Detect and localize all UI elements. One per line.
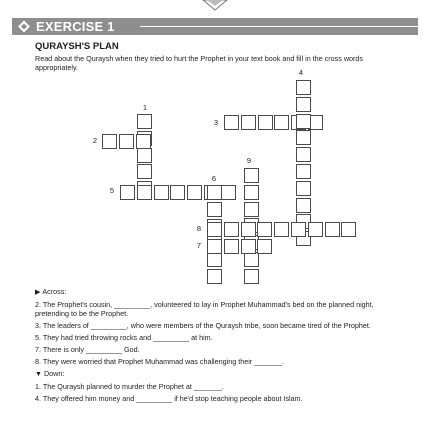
crossword-cell[interactable] xyxy=(224,239,239,254)
clue-number-2: 2 xyxy=(92,136,98,145)
crossword-cell[interactable] xyxy=(325,222,340,237)
crossword-cell[interactable] xyxy=(296,181,311,196)
crossword-cell[interactable] xyxy=(257,222,272,237)
crossword-cell[interactable] xyxy=(224,115,239,130)
crossword-cell[interactable] xyxy=(137,148,152,163)
clue-down-1: 1. The Quraysh planned to murder the Prophet at _______. xyxy=(35,382,224,391)
crossword-cell[interactable] xyxy=(244,202,259,217)
clue-across-7: 7. There is only _________ God. xyxy=(35,345,140,354)
crossword-cell[interactable] xyxy=(341,222,356,237)
crossword-cell[interactable] xyxy=(274,222,289,237)
crossword-cell[interactable] xyxy=(207,222,222,237)
across-heading: ▶ Across: xyxy=(35,287,67,296)
crossword-cell[interactable] xyxy=(207,269,222,284)
crossword-cell[interactable] xyxy=(296,198,311,213)
crossword-cell[interactable] xyxy=(244,252,259,267)
crossword-cell[interactable] xyxy=(291,222,306,237)
crossword-cell[interactable] xyxy=(154,185,169,200)
crossword-cell[interactable] xyxy=(296,147,311,162)
top-notch-ornament xyxy=(0,0,430,12)
crossword-cell[interactable] xyxy=(207,202,222,217)
crossword-cell[interactable] xyxy=(244,269,259,284)
clue-number-3: 3 xyxy=(213,118,219,127)
crossword-cell[interactable] xyxy=(102,134,117,149)
crossword-cell[interactable] xyxy=(296,130,311,145)
crossword-cell[interactable] xyxy=(241,239,256,254)
clue-number-8: 8 xyxy=(196,224,202,233)
clues-section xyxy=(35,284,405,406)
section-title: QURAYSH'S PLAN xyxy=(35,41,119,52)
clue-number-6: 6 xyxy=(211,174,217,183)
clue-across-8: 8. They were worried that Prophet Muhammad was challenging their _______. xyxy=(35,357,285,366)
crossword-cell[interactable] xyxy=(296,97,311,112)
crossword-cell[interactable] xyxy=(274,115,289,130)
crossword-cell[interactable] xyxy=(258,115,273,130)
crossword-cell[interactable] xyxy=(187,185,202,200)
crossword-cell[interactable] xyxy=(207,239,222,254)
exercise-title: EXERCISE 1 xyxy=(36,19,115,34)
crossword-cell[interactable] xyxy=(244,168,259,183)
clue-number-1: 1 xyxy=(142,103,148,112)
clue-across-2: 2. The Prophet's cousin, _________, volunteered to lay in Prophet Muhammad's bed on the planned night, pretending to be the Prophet. xyxy=(35,300,374,318)
crossword-cell[interactable] xyxy=(257,239,272,254)
crossword-cell[interactable] xyxy=(137,185,152,200)
crossword-cell[interactable] xyxy=(308,222,323,237)
triangle-right-icon: ▶ xyxy=(35,289,41,296)
crossword-cell[interactable] xyxy=(241,115,256,130)
clue-down-4: 4. They offered him money and _________ if he'd stop teaching people about Islam. xyxy=(35,394,303,403)
crossword-cell[interactable] xyxy=(119,134,134,149)
instructions-text: Read about the Quraysh when they tried to hurt the Prophet in your text book and fill in the cross words appropriately. xyxy=(35,54,364,72)
crossword-cell[interactable] xyxy=(296,164,311,179)
clue-number-5: 5 xyxy=(109,186,115,195)
crossword-cell[interactable] xyxy=(120,185,135,200)
clue-across-5: 5. They had tried throwing rocks and _________ at him. xyxy=(35,333,213,342)
clue-number-4: 4 xyxy=(298,68,304,77)
clue-number-9: 9 xyxy=(246,156,252,165)
triangle-down-icon: ▼ xyxy=(35,371,42,378)
crossword-cell[interactable] xyxy=(296,80,311,95)
crossword-cell[interactable] xyxy=(136,134,151,149)
clue-number-7: 7 xyxy=(196,241,202,250)
crossword-cell[interactable] xyxy=(221,185,236,200)
crossword-cell[interactable] xyxy=(137,164,152,179)
crossword-cell[interactable] xyxy=(241,222,256,237)
crossword-cell[interactable] xyxy=(137,114,152,129)
crossword-cell[interactable] xyxy=(296,114,311,129)
crossword-cell[interactable] xyxy=(207,185,222,200)
clue-across-3: 3. The leaders of _________, who were members of the Quraysh tribe, soon became tired of the Prophet. xyxy=(35,321,371,330)
down-heading: ▼ Down: xyxy=(35,369,65,378)
crossword-cell[interactable] xyxy=(207,252,222,267)
crossword-cell[interactable] xyxy=(170,185,185,200)
crossword-cell[interactable] xyxy=(244,185,259,200)
crossword-cell[interactable] xyxy=(224,222,239,237)
